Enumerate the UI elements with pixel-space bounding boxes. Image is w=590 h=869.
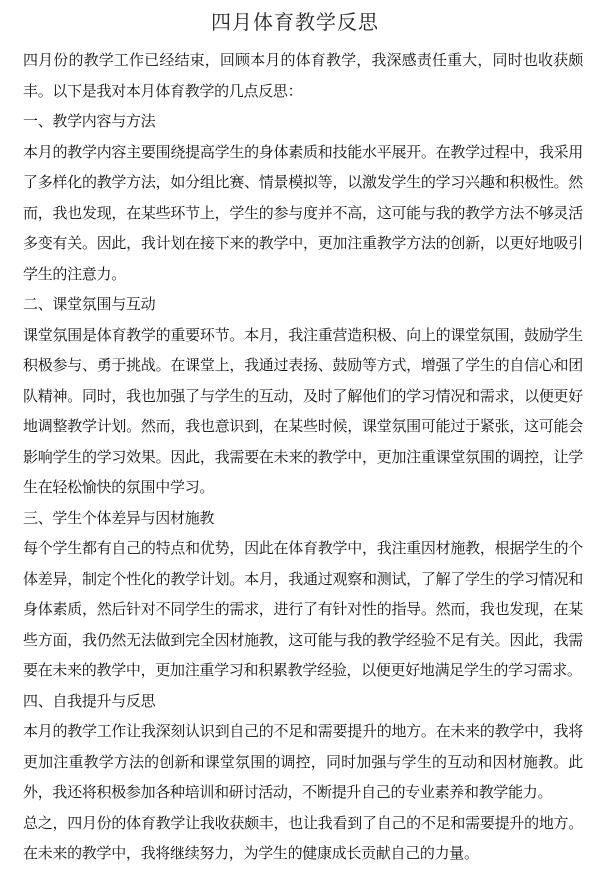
section-heading-3: 三、学生个体差异与因材施教 [23,508,215,527]
document-title: 四月体育教学反思 [211,10,379,34]
section-heading-2: 二、课堂氛围与互动 [23,295,156,313]
intro-paragraph: 四月份的教学工作已经结束，回顾本月的体育教学，我深感责任重大，同时也收获颇丰。以下是我对本月体育教学的几点反思： [23,51,583,100]
section-paragraph-1: 本月的教学内容主要围绕提高学生的身体素质和技能水平展开。在教学过程中，我采用了多样化的教学方法，如分组比赛、情景模拟等，以激发学生的学习兴趣和积极性。然而，我也发现，在某些环节上，学生的参与度并不高，这可能与我的教学方法不够灵活多变有关。因此，我计划在接下来的教学中，更加注重教学方法的创新，以更好地吸引学生的注意力。 [23,142,583,283]
document-body [23,45,583,869]
section-heading-4: 四、自我提升与反思 [23,691,156,710]
conclusion-paragraph: 总之，四月份的体育教学让我收获颇丰，也让我看到了自己的不足和需要提升的地方。在未来的教学中，我将继续努力，为学生的健康成长贡献自己的力量。 [23,813,583,862]
section-paragraph-2: 课堂氛围是体育教学的重要环节。本月，我注重营造积极、向上的课堂氛围，鼓励学生积极参与、勇于挑战。在课堂上，我通过表扬、鼓励等方式，增强了学生的自信心和团队精神。同时，我也加强了与学生的互动，及时了解他们的学习情况和需求，以便更好地调整教学计划。然而，我也意识到，在某些时候，课堂氛围可能过于紧张，这可能会影响学生的学习效果。因此，我需要在未来的教学中，更加注重课堂氛围的调控，让学生在轻松愉快的氛围中学习。 [23,325,583,496]
section-paragraph-4: 本月的教学工作让我深刻认识到自己的不足和需要提升的地方。在未来的教学中，我将更加注重教学方法的创新和课堂氛围的调控，同时加强与学生的互动和因材施教。此外，我还将积极参加各种培训和研讨活动，不断提升自己的专业素养和教学能力。 [23,722,583,801]
section-heading-1: 一、教学内容与方法 [23,112,156,130]
section-paragraph-3: 每个学生都有自己的特点和优势，因此在体育教学中，我注重因材施教，根据学生的个体差异，制定个性化的教学计划。本月，我通过观察和测试，了解了学生的学习情况和身体素质，然后针对不同学生的需求，进行了有针对性的指导。然而，我也发现，在某些方面，我仍然无法做到完全因材施教，这可能与我的教学经验不足有关。因此，我需要在未来的教学中，更加注重学习和积累教学经验，以便更好地满足学生的学习需求。 [23,539,583,679]
